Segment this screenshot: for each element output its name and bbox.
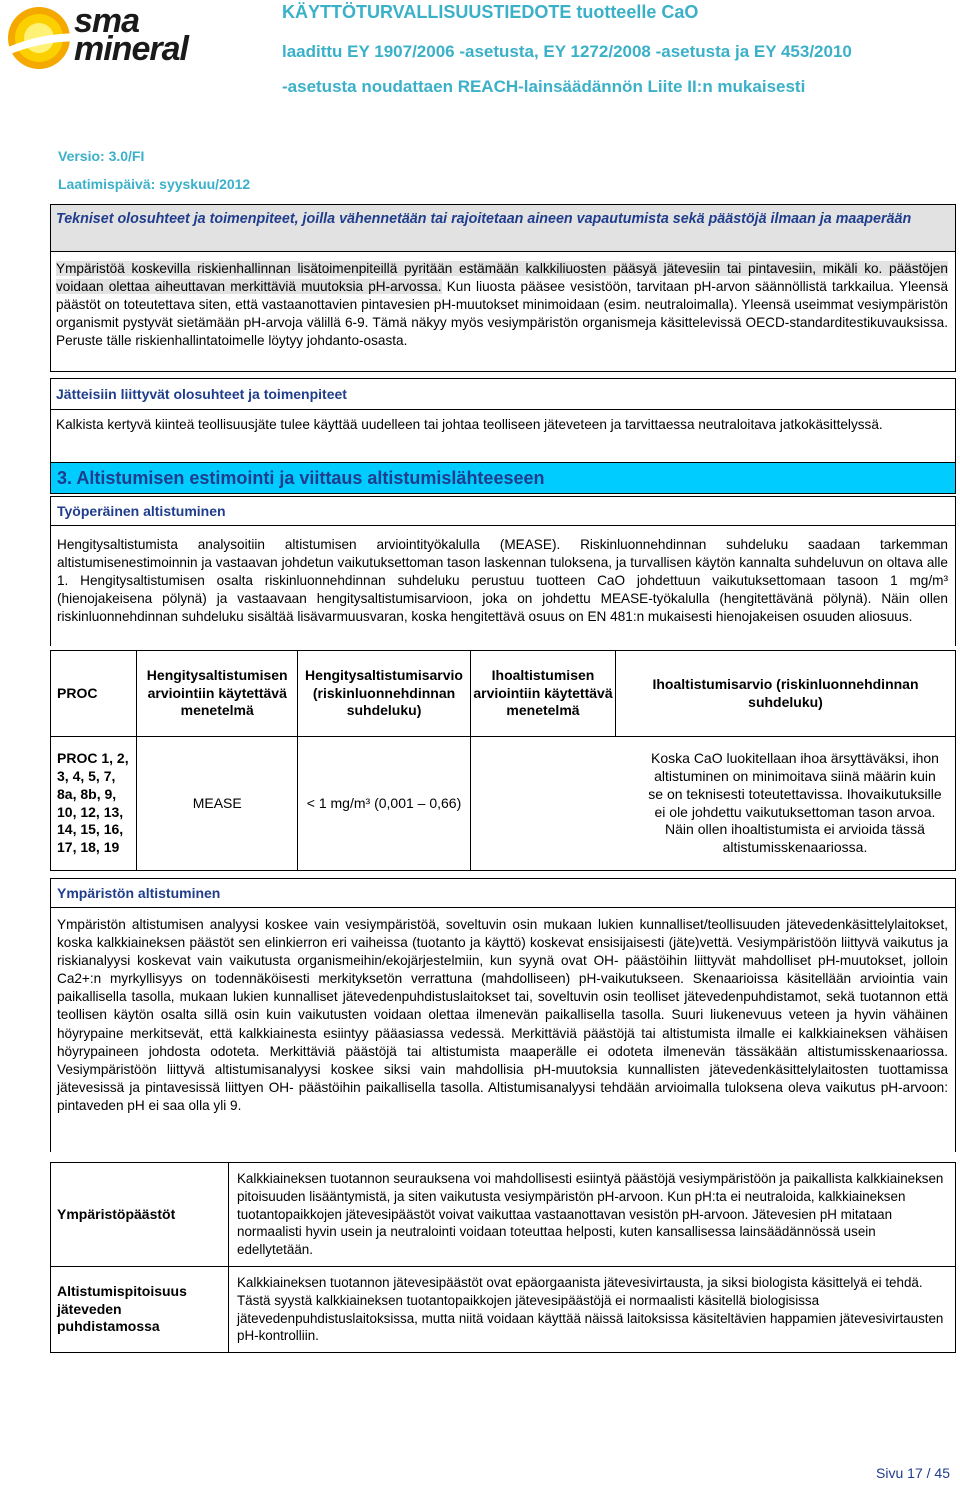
env-measures-rest-text: Kun liuosta pääsee vesistöön, tarvitaan pH-arvon säännöllistä tarkkailua. Yleensä päästöt on toteutettava siten, että vastaanottavien pintavesien pH-muutokset minimoidaan (esim. neutraloimalla). Yleensä useimmat vesiympäristön organismit pystyvät sietämään pH-arvoja välillä 6-9. Tämä näkyy myös vesiympäristön organismeja käsittelevissä OECD-standarditestikuvauksissa. Peruste tälle riskienhallintatoimelle löytyy johdanto-osasta. bbox=[56, 279, 949, 348]
occ-body bbox=[50, 526, 956, 646]
table-header-cell: Hengitysaltistumisen arviointiin käytettävä menetelmä bbox=[137, 651, 298, 737]
occ-heading-box bbox=[50, 496, 956, 526]
section-3-heading: 3. Altistumisen estimointi ja viittaus altistumislähteeseen bbox=[57, 468, 545, 488]
page-prefix: Sivu bbox=[876, 1465, 908, 1481]
table-text-cell: Kalkkiaineksen tuotannon seurauksena voi mahdollisesti esiintyä päästöjä vesiympäristöön ja paikallista kalkkiaineksen pitoisuuden lisääntymistä, ja siten vaikutusta vesiympäristön pH-arvoon. Kun pH:ta ei neutraloida, kalkkiaineksen tuotantopaikkojen jätevesipäästöt voivat vaikuttaa vastaanottavan vesistön pH-arvoon. Jätevesien pH mitataan normaalisti hyvin usein ja neutralointi voidaan toteuttaa helposti, kuten kansallisessa lainsäädännössä usein edellytetään. bbox=[229, 1163, 956, 1267]
table-text-cell: Kalkkiaineksen tuotannon jätevesipäästöt ovat epäorgaanista jätevesivirtausta, ja siksi biologista käsittelyä ei tehdä. Tästä syystä kalkkiaineksen tuotantopaikkojen jätevesipäästöjä ei normaalisti käsitellä biologisissa jätevedenpuhdistuslaitoksissa, mutta niitä voidaan käyttää näissä laitoksissa käsiteltävien happamien jätevesivirtausten pH-kontrolliin. bbox=[229, 1267, 956, 1353]
table-cell-dermal bbox=[470, 737, 955, 871]
logo-text-sma: sma bbox=[74, 2, 140, 40]
table-header-cell: Ihoaltistumisen arviointiin käytettävä menetelmä bbox=[470, 651, 615, 737]
waste-heading: Jätteisiin liittyvät olosuhteet ja toimenpiteet bbox=[56, 386, 347, 402]
waste-body bbox=[50, 410, 956, 464]
env-exposure-heading-box bbox=[50, 878, 956, 908]
page-current: 17 bbox=[907, 1465, 923, 1481]
table-header-cell: Ihoaltistumisarvio (riskinluonnehdinnan suhdeluku) bbox=[616, 651, 956, 737]
env-measures-text bbox=[56, 260, 948, 350]
page-number bbox=[876, 1465, 950, 1481]
env-measures-heading-box bbox=[50, 204, 956, 252]
document-title: KÄYTTÖTURVALLISUUSTIEDOTE tuotteelle CaO bbox=[282, 2, 699, 22]
table-label-cell: Ympäristöpäästöt bbox=[51, 1163, 229, 1267]
table-row bbox=[51, 737, 956, 871]
company-logo bbox=[6, 4, 256, 70]
occ-text: Hengitysaltistumista analysoitiin altistumisen arviointityökalulla (MEASE). Riskinluonnehdinnan suhdeluku saadaan tarkemman altistumisenestimoinnin ja vastaavan johdetun vaikutuksettoman tason laskennan tuloksena, ja turvallisen käytön kannalta suhdeluvun on oltava alle 1. Hengitysaltistumisen osalta riskinluonnehdinnan suhdeluku perustuu tuotteen CaO johdettuun vaikutuksettomaan tasoon 1 mg/m³ (hienojakeisena pölynä) ja vastaavaan hengitysaltistumisarvioon, joka on johdettu MEASE-työkalulla (hengitettävänä pölynä). Näin ollen riskinluonnehdinnan suhdeluku sisältää lisävarmuusvaran, koska hengitettävä osuus on EN 481:n mukaisesti hienojakeisen osuuden aliosuus. bbox=[57, 537, 948, 624]
dermal-text: Koska CaO luokitellaan ihoa ärsyttäväksi, ihon altistuminen on minimoitava siinä määrin kuin se on teknisesti toteutettavissa. Ihovaikutuksille ei ole johdettu vaikutuksettoman tason arvoa. Näin ollen ihoaltistumista ei arvioida tässä altistumisskenaariossa. bbox=[648, 750, 942, 856]
logo-text-mineral: mineral bbox=[74, 30, 188, 68]
table-header-row bbox=[51, 651, 956, 737]
env-measures-heading: Tekniset olosuhteet ja toimenpiteet, joilla vähennetään tai rajoitetaan aineen vapautumista sekä päästöjä ilmaan ja maaperään bbox=[56, 211, 912, 227]
regulation-line-1: laadittu EY 1907/2006 -asetusta, EY 1272/2008 -asetusta ja EY 453/2010 bbox=[282, 42, 852, 61]
table-cell-method: MEASE bbox=[137, 737, 298, 871]
waste-text: Kalkista kertyvä kiinteä teollisuusjäte tulee käyttää uudelleen tai johtaa teolliseen jäteveteen ja tarvittaessa neutraloitava jatkokäsittelyssä. bbox=[56, 417, 883, 432]
table-cell-estimate: < 1 mg/m³ (0,001 – 0,66) bbox=[298, 737, 471, 871]
table-cell-proc: PROC 1, 2, 3, 4, 5, 7, 8a, 8b, 9, 10, 12, 13, 14, 15, 16, 17, 18, 19 bbox=[51, 737, 137, 871]
page-separator: / bbox=[922, 1465, 935, 1481]
env-exposure-body bbox=[50, 908, 956, 1152]
occupational-exposure-table bbox=[50, 650, 956, 871]
table-row bbox=[51, 1163, 956, 1267]
env-exposure-heading: Ympäristön altistuminen bbox=[57, 885, 221, 901]
occ-heading: Työperäinen altistuminen bbox=[57, 503, 226, 519]
regulation-line-2: -asetusta noudattaen REACH-lainsäädännön Liite II:n mukaisesti bbox=[282, 77, 806, 96]
version-label: Versio: 3.0/FI bbox=[58, 148, 145, 164]
env-exposure-table bbox=[50, 1162, 956, 1353]
waste-heading-box bbox=[50, 378, 956, 410]
table-row bbox=[51, 1267, 956, 1353]
env-exposure-text: Ympäristön altistumisen analyysi koskee vain vesiympäristöä, soveltuvin osin mukaan lukien kunnalliset/teollisuuden jätevedenkäsittelylaitokset, koska kalkkiaineksen päästöt sen elinkierron eri vaiheissa (tuotanto ja käyttö) koskevat ensisijaisesti (jäte)vettä. Vesiympäristöön liittyvä vaikutus ja riskianalyysi koskevat vain vaikutusta organismeihin/ekojärjestelmiin, kun syynä ovat OH- päästöihin liittyvät mahdolliset pH-muutokset, jolloin Ca2+:n myrkyllisyys on todennäköisesti merkityksetön verrattuna (mahdolliseen) pH-vaikutukseen. Skenaarioissa käsitellään arviointia vain paikallisella tasolla, mukaan lukien kunnalliset jätevedenpuhdistuslaitokset tai, soveltuvin osin teolliset jätevedenpuhdistamot, sekä tuotannon että teollisen käytön osalta sillä osin kuin vaikutusten voidaan olettaa ilmenevän paikallisella tasolla. Suuri liukenevuus veteen ja hyvin vähäinen höyrypaine merkitsevät, että kalkkiainesta esiintyy pääasiassa vedessä. Merkittäviä päästöjä tai altistumista ilmalle ei kalkkiaineksen vähäisen höyrypaineen johdosta odoteta. Merkittäviä päästöjä tai altistumista maaperälle ei odoteta ilmenevän tässäkään altistumisskenaariossa. Vesiympäristöön liittyvä altistumisanalyysi koskee siksi vain mahdollisia pH-muutoksia kunnallisten jätevedenkäsittelylaitosten tuottamissa jätevesissä ja pintavesissä liittyen OH- päästöihin paikallisella tasolla. Altistumisanalyysi tehdään arvioimalla tuloksena oleva vaikutus pH-arvoon: pintaveden pH ei saa olla yli 9. bbox=[57, 917, 948, 1113]
table-label-cell: Altistumispitoisuus jäteveden puhdistamossa bbox=[51, 1267, 229, 1353]
env-measures-body bbox=[50, 252, 956, 372]
page-total: 45 bbox=[934, 1465, 950, 1481]
env-measures-grey-text: Ympäristöä koskevilla riskienhallinnan lisätoimenpiteillä pyritään estämään kalkkiliuosten pääsyä jätevesiin tai pintavesiin, mikäli ko. päästöjen voidaan olettaa aiheuttavan merkittäviä muutoksia pH-arvossa. bbox=[56, 261, 948, 294]
section-3-heading-box bbox=[50, 462, 956, 494]
date-label: Laatimispäivä: syyskuu/2012 bbox=[58, 176, 251, 192]
table-header-cell: PROC bbox=[51, 651, 137, 737]
table-header-cell: Hengitysaltistumisarvio (riskinluonnehdinnan suhdeluku) bbox=[298, 651, 471, 737]
